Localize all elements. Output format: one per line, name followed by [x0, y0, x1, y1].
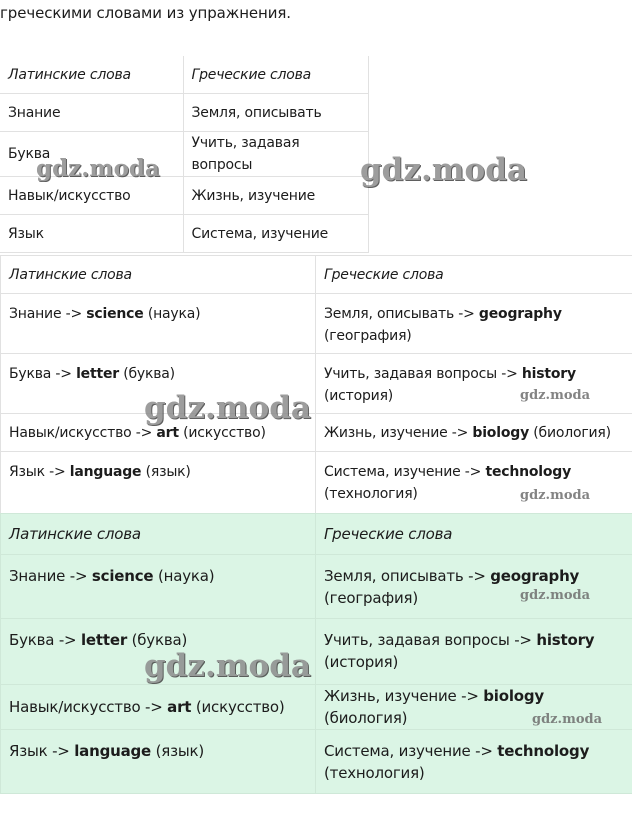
header-latin: Латинские слова: [1, 256, 316, 294]
table-row: [0, 177, 368, 215]
table-header-row: [1, 256, 632, 294]
table-row: [0, 215, 368, 253]
latin-cell: Буква: [0, 132, 183, 177]
latin-cell: Язык: [0, 215, 183, 253]
watermark: gdz.moda: [520, 388, 591, 403]
table-row: [1, 452, 632, 514]
greek-cell: Жизнь, изучение -> biology (биология): [316, 414, 632, 452]
watermark: gdz.moda: [532, 712, 603, 727]
latin-cell: Знание: [0, 94, 183, 132]
greek-cell: Учить, задавая вопросы: [183, 132, 368, 177]
latin-cell: Навык/искусство -> art (искусство): [1, 685, 316, 730]
greek-cell: Земля, описывать -> geography (география): [316, 294, 632, 354]
highlighted-answer-table: [0, 513, 632, 794]
header-greek: Греческие слова: [316, 256, 632, 294]
table-row: [1, 555, 632, 619]
greek-cell: Жизнь, изучение -> biology (биология): [316, 685, 632, 730]
latin-cell: Язык -> language (язык): [1, 730, 316, 794]
table-header-row: [1, 514, 632, 555]
latin-cell: Навык/искусство: [0, 177, 183, 215]
latin-cell: Буква -> letter (буква): [1, 354, 316, 414]
greek-cell: Система, изучение -> technology (технология): [316, 452, 632, 514]
latin-cell: Знание -> science (наука): [1, 555, 316, 619]
header-latin: Латинские слова: [0, 56, 183, 94]
greek-cell: Система, изучение -> technology (технология): [316, 730, 632, 794]
table-row: [1, 354, 632, 414]
table-row: [0, 132, 368, 177]
table-row: [1, 294, 632, 354]
latin-cell: Язык -> language (язык): [1, 452, 316, 514]
greek-cell: Жизнь, изучение: [183, 177, 368, 215]
plain-table: [0, 56, 369, 253]
watermark: gdz.moda: [520, 488, 591, 503]
latin-cell: Навык/искусство -> art (искусство): [1, 414, 316, 452]
greek-cell: Учить, задавая вопросы -> history (история): [316, 354, 632, 414]
header-greek: Греческие слова: [316, 514, 632, 555]
greek-cell: Учить, задавая вопросы -> history (история): [316, 619, 632, 685]
table-row: [0, 94, 368, 132]
header-greek: Греческие слова: [183, 56, 368, 94]
latin-cell: Знание -> science (наука): [1, 294, 316, 354]
greek-cell: Система, изучение: [183, 215, 368, 253]
answer-table: [0, 255, 632, 514]
table-row: [1, 685, 632, 730]
header-latin: Латинские слова: [1, 514, 316, 555]
watermark: gdz.moda: [36, 155, 160, 182]
table-header-row: [0, 56, 368, 94]
watermark: gdz.moda: [360, 152, 527, 188]
table-row: [1, 619, 632, 685]
table-row: [1, 414, 632, 452]
greek-cell: Земля, описывать -> geography (география): [316, 555, 632, 619]
watermark: gdz.moda: [144, 648, 311, 684]
greek-cell: Земля, описывать: [183, 94, 368, 132]
table-row: [1, 730, 632, 794]
watermark: gdz.moda: [144, 390, 311, 426]
intro-text: греческими словами из упражнения.: [0, 4, 291, 22]
latin-cell: Буква -> letter (буква): [1, 619, 316, 685]
watermark: gdz.moda: [520, 588, 591, 603]
